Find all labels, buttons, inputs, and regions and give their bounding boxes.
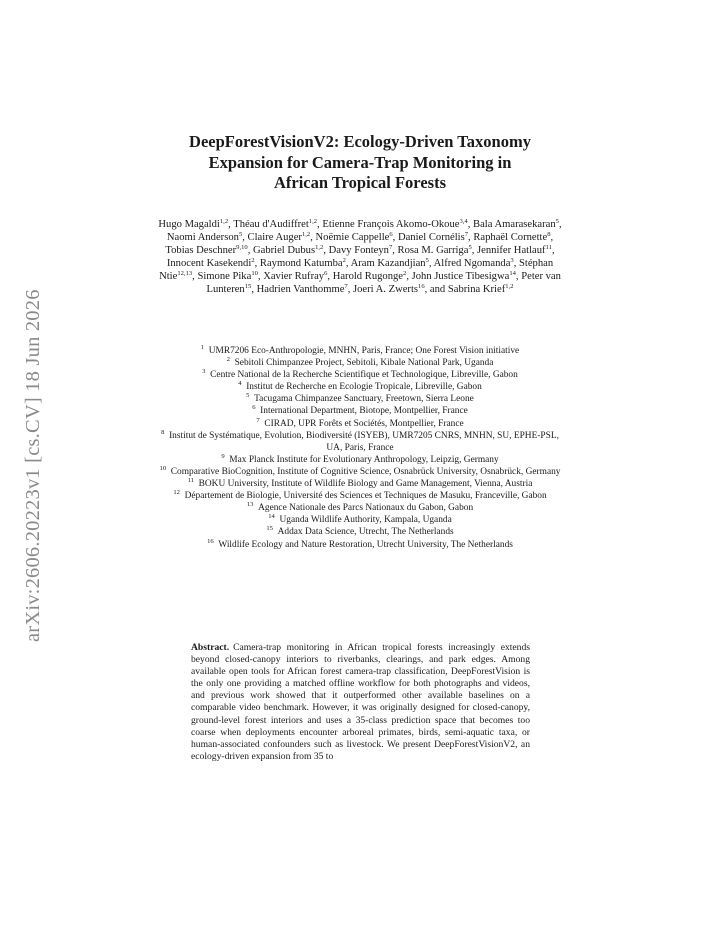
author-name: Hugo Magaldi	[158, 219, 220, 230]
affiliation-number: 14	[268, 513, 275, 521]
affiliation-text: Département de Biologie, Université des Sciences et Techniques de Masuku, Franceville, Gabon	[184, 491, 547, 502]
author	[473, 219, 559, 230]
author-affiliation-mark: 2	[342, 257, 346, 265]
author	[260, 258, 346, 269]
affiliation-text: BOKU University, Institute of Wildlife Biology and Game Management, Vienna, Austria	[198, 479, 533, 490]
author-affiliation-mark: 3,4	[459, 218, 468, 225]
author	[398, 232, 468, 243]
author-affiliation-mark: 6	[324, 270, 328, 278]
author-affiliation-mark: 11	[545, 244, 552, 252]
author-affiliation-mark: 2	[251, 257, 255, 265]
affiliation-text: Tacugama Chimpanzee Sanctuary, Freetown, Sierra Leone	[254, 394, 474, 405]
author	[477, 245, 552, 256]
affiliation-text: Centre National de la Recherche Scientifique et Technologique, Libreville, Gabon	[210, 370, 518, 381]
affiliation	[152, 369, 568, 381]
affiliation-number: 12	[173, 489, 180, 497]
affiliation-text: Agence Nationale des Parcs Nationaux du Gabon, Gabon	[258, 503, 474, 514]
affiliation-text: Wildlife Ecology and Nature Restoration, Utrecht University, The Netherlands	[218, 539, 513, 550]
author-name: Alfred Ngomanda	[433, 258, 511, 270]
author-affiliation-mark: 16	[418, 283, 425, 291]
affiliation-number: 11	[187, 477, 194, 485]
author-name: Théau d'Audiffret	[233, 219, 309, 230]
author	[434, 258, 514, 269]
affiliation	[152, 357, 568, 369]
affiliation-number: 7	[256, 416, 260, 424]
author-name: Harold Rugonge	[332, 271, 404, 283]
affiliation	[152, 514, 568, 526]
author-affiliation-mark: 5	[468, 244, 472, 252]
author-affiliation-mark: 5	[555, 218, 559, 225]
affiliation-number: 2	[226, 356, 230, 364]
author-name: Noëmie Cappelle	[315, 232, 390, 244]
author-name: Stéphan Ntie	[159, 258, 554, 283]
author-name: Bala Amarasekaran	[473, 219, 556, 230]
author-name: Davy Fonteyn	[328, 245, 389, 257]
affiliation-number: 13	[246, 501, 254, 509]
abstract-text: Camera-trap monitoring in African tropical forests increasingly extends beyond closed-canopy interiors to riverbanks, clearings, and park edges. Among available open tools for African forest camera-trap classification, DeepForestVision is the only one providing a matched offline workflow for both photographs and videos, and previous work showed that it outperformed other available baselines on a comparable video benchmark. However, it was originally designed for closed-canopy, ground-level forest interiors and uses a 35-class prediction space that becomes too coarse when deployments encounter arboreal primates, birds, semi-aquatic taxa, or human-associated confounders such as livestock. We present DeepForestVisionV2, an ecology-driven expansion from 35 to	[191, 642, 530, 762]
author-conjunction: and	[429, 284, 446, 296]
author-affiliation-mark: 3	[510, 257, 514, 265]
arxiv-sidebar-stamp	[22, 262, 46, 642]
author	[333, 271, 407, 282]
author-name: Jennifer Hatlauf	[477, 245, 546, 257]
affiliation	[152, 393, 568, 405]
title-line: African Tropical Forests	[273, 173, 446, 192]
author-affiliation-mark: 8	[547, 231, 551, 239]
author	[263, 271, 327, 282]
author	[257, 284, 348, 295]
author	[353, 284, 425, 295]
author-name: Sabrina Krief	[447, 284, 506, 296]
author-name: Raphaël Cornette	[473, 232, 548, 244]
author	[233, 219, 317, 230]
author	[329, 245, 393, 256]
affiliation	[152, 454, 568, 466]
author-affiliation-mark: 7	[464, 231, 469, 239]
author-name: Claire Auger	[247, 232, 302, 244]
author-name: John Justice Tibesigwa	[411, 271, 510, 283]
affiliation	[152, 490, 568, 502]
affiliation-text: Uganda Wildlife Authority, Kampala, Uganda	[279, 515, 452, 526]
affiliation	[152, 405, 568, 417]
title-line: Expansion for Camera-Trap Monitoring in	[208, 152, 512, 172]
affiliation-text: Institut de Recherche en Ecologie Tropicale, Libreville, Gabon	[246, 382, 482, 393]
author-name: Daniel Cornélis	[397, 232, 465, 244]
author-affiliation-mark: 1,2	[315, 244, 324, 252]
affiliation	[152, 430, 568, 454]
author	[398, 245, 472, 256]
author-affiliation-mark: 6	[389, 231, 393, 239]
affiliation	[152, 478, 568, 490]
title-line: DeepForestVisionV2: Ecology-Driven Taxonomy	[189, 132, 531, 151]
affiliation	[152, 502, 568, 514]
affiliation-text: Comparative BioCognition, Institute of Cognitive Science, Osnabrück University, Osnabrück, Germany	[170, 466, 561, 477]
affiliation	[152, 466, 568, 478]
author-name: Naomi Anderson	[166, 232, 239, 244]
author-affiliation-mark: 9,10	[236, 244, 248, 252]
author-name: Tobias Deschner	[165, 245, 237, 257]
affiliation-text: CIRAD, UPR Forêts et Sociétés, Montpellier, France	[264, 418, 464, 429]
abstract-label: Abstract.	[191, 642, 230, 653]
author-name: Raymond Katumba	[259, 258, 343, 270]
affiliation-number: 15	[266, 525, 273, 533]
author	[351, 258, 429, 269]
author	[158, 219, 228, 230]
affiliation	[152, 418, 568, 430]
author-name: Peter van Lunteren	[206, 271, 561, 296]
affiliation-number: 8	[161, 428, 165, 436]
affiliation-number: 4	[238, 380, 242, 388]
author	[165, 245, 247, 256]
author-affiliation-mark: 14	[509, 270, 516, 278]
arxiv-identifier: arXiv:2606.20223v1 [cs.CV] 18 Jun 2026	[22, 289, 44, 642]
author-affiliation-mark: 7	[344, 283, 348, 291]
author-affiliation-mark: 10	[251, 270, 258, 278]
affiliation	[152, 381, 568, 393]
author-name: Gabriel Dubus	[252, 245, 316, 257]
affiliation-number: 16	[207, 537, 214, 545]
author-affiliation-mark: 2	[403, 270, 407, 278]
affiliation-number: 6	[252, 404, 256, 412]
author	[322, 219, 467, 230]
author-name: Hadrien Vanthomme	[256, 284, 345, 296]
author-affiliation-mark: 7	[388, 244, 393, 252]
author	[412, 271, 516, 282]
author-affiliation-mark: 12,13	[177, 270, 193, 278]
author-affiliation-mark: 5	[238, 231, 243, 239]
author-name: Joeri A. Zwerts	[353, 284, 419, 296]
author-affiliation-mark: 5	[425, 257, 429, 265]
affiliation-text: UMR7206 Eco-Anthropologie, MNHN, Paris, France; One Forest Vision initiative	[208, 346, 520, 356]
affiliation	[152, 345, 568, 357]
author-list: Hugo Magaldi$^{1,2}$, Théau d'Audiffret$^{1,2}$, Etienne François Akomo-Okoue$^{3,4}$, Bala Amarasekaran$^5$, Naomi Anderson$^5$, Claire Auger$^{1,2}$, Noëmie Cappelle$^6$, Daniel Cornélis$^7$, Raphaël Cornette$^8$, Tobias Deschner$^{9,10}$, Gabriel Dubus$^{1,2}$, Davy Fonteyn$^7$, Rosa M. Garriga$^5$, Jennifer Hatlauf$^{11}$, Innocent Kasekendi$^2$, Raymond Katumba$^2$, Aram Kazandjian$^5$, Alfred Ngomanda$^3$, Stéphan Ntie$^{12,13}$, Simone Pika$^{10}$, Xavier Rufray$^6$, Harold Rugonge$^2$, John Justice Tibesigwa$^{14}$, Peter van Lunteren$^{15}$, Hadrien Vanthomme$^7$, Joeri A. Zwerts$^{16}$, and Sabrina Krief$^{1,2}$	[158, 218, 562, 296]
abstract	[191, 642, 530, 763]
author-name: Etienne François Akomo-Okoue	[322, 219, 460, 230]
author	[253, 245, 323, 256]
affiliation-number: 5	[246, 392, 250, 400]
author	[448, 284, 514, 295]
author	[316, 232, 393, 243]
affiliation-text: Addax Data Science, Utrecht, The Netherlands	[277, 527, 454, 538]
author	[248, 232, 311, 243]
affiliation	[152, 526, 568, 538]
author-name: Xavier Rufray	[263, 271, 325, 283]
author-name: Rosa M. Garriga	[397, 245, 469, 257]
author	[197, 271, 257, 282]
affiliation-text: Max Planck Institute for Evolutionary Anthropology, Leipzig, Germany	[229, 454, 499, 465]
author	[167, 258, 255, 269]
affiliation-text: Sebitoli Chimpanzee Project, Sebitoli, Kibale National Park, Uganda	[234, 358, 494, 369]
author-affiliation-mark: 1,2	[219, 218, 229, 225]
author-affiliation-mark: 1,2	[505, 283, 514, 291]
affiliation-text: Institut de Systématique, Evolution, Biodiversité (ISYEB), UMR7205 CNRS, MNHN, SU, EPHE-PSL, UA, Paris, France	[169, 430, 559, 453]
author	[473, 232, 550, 243]
author-name: Aram Kazandjian	[350, 258, 426, 270]
author	[167, 232, 242, 243]
author-name: Simone Pika	[197, 271, 252, 283]
affiliation-number: 9	[221, 452, 225, 460]
affiliation-number: 3	[202, 368, 206, 376]
paper-title	[140, 132, 580, 194]
author-affiliation-mark: 1,2	[301, 231, 311, 239]
affiliation-list	[152, 345, 568, 551]
affiliation-number: 1	[200, 344, 205, 351]
author-affiliation-mark: 1,2	[308, 218, 318, 225]
author-affiliation-mark: 15	[244, 283, 252, 291]
affiliation-number: 10	[159, 464, 167, 472]
author-name: Innocent Kasekendi	[166, 258, 252, 270]
affiliation	[152, 539, 568, 551]
affiliation-text: International Department, Biotope, Montpellier, France	[260, 406, 468, 417]
